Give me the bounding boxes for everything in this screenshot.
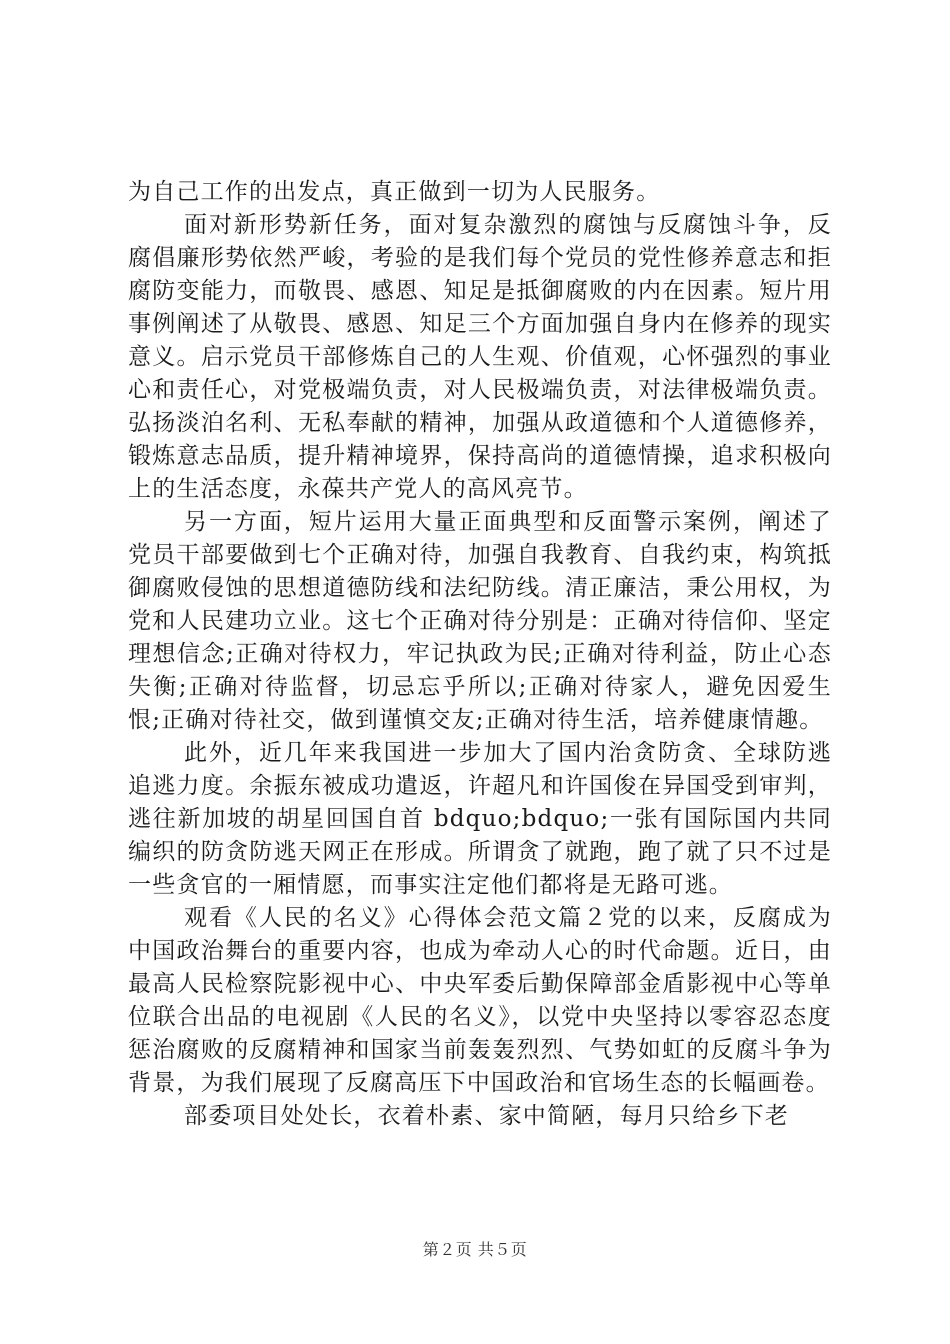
paragraph-continuation: 为自己工作的出发点，真正做到一切为人民服务。 xyxy=(128,179,661,205)
page-footer: 第２页 共５页 xyxy=(422,1240,528,1259)
paragraph-anti-corruption-situation: 面对新形势新任务，面对复杂激烈的腐蚀与反腐蚀斗争，反腐倡廉形势依然严峻，考验的是我们每个党员的党性修养意志和拒腐防变能力，而敬畏、感恩、知足是抵御腐败的内在因素。短片用事例阐述了从敬畏、感恩、知足三个方面加强自身内在修养的现实意义。启示党员干部修炼自己的人生观、价值观，心怀强烈的事业心和责任心，对党极端负责，对人民极端负责，对法律极端负责。弘扬淡泊名利、无私奉献的精神，加强从政道德和个人道德修养，锻炼意志品质，提升精神境界，保持高尚的道德情操，追求积极向上的生活态度，永葆共产党人的高风亮节。 xyxy=(128,212,832,502)
paragraph-fugitive-recovery: 此外，近几年来我国进一步加大了国内治贪防贪、全球防逃追逃力度。余振东被成功遣返，许超凡和许国俊在异国受到审判，逃往新加坡的胡星回国自首 bdquo;bdquo;一张有国际国内共同编织的防贪防逃天网正在形成。所谓贪了就跑，跑了就了只不过是一些贪官的一厢情愿，而事实注定他们都将是无路可逃。 xyxy=(128,740,832,898)
document-body xyxy=(128,176,832,1133)
paragraph-essay-two-intro: 观看《人民的名义》心得体会范文篇２党的以来，反腐成为中国政治舞台的重要内容，也成为牵动人心的时代命题。近日，由最高人民检察院影视中心、中央军委后勤保障部金盾影视中心等单位联合出品的电视剧《人民的名义》，以党中央坚持以零容忍态度惩治腐败的反腐精神和国家当前轰轰烈烈、气势如虹的反腐斗争为背景，为我们展现了反腐高压下中国政治和官场生态的长幅画卷。 xyxy=(128,905,832,1096)
paragraph-seven-correct-treatments: 另一方面，短片运用大量正面典型和反面警示案例，阐述了党员干部要做到七个正确对待，加强自我教育、自我约束，构筑抵御腐败侵蚀的思想道德防线和法纪防线。清正廉洁，秉公用权，为党和人民建功立业。这七个正确对待分别是：正确对待信仰、坚定理想信念;正确对待权力，牢记执政为民;正确对待利益，防止心态失衡;正确对待监督，切忌忘乎所以;正确对待家人，避免因爱生恨;正确对待社交，做到谨慎交友;正确对待生活，培养健康情趣。 xyxy=(128,509,832,733)
paragraph-section-chief: 部委项目处处长，衣着朴素、家中简陋，每月只给乡下老 xyxy=(184,1103,789,1129)
